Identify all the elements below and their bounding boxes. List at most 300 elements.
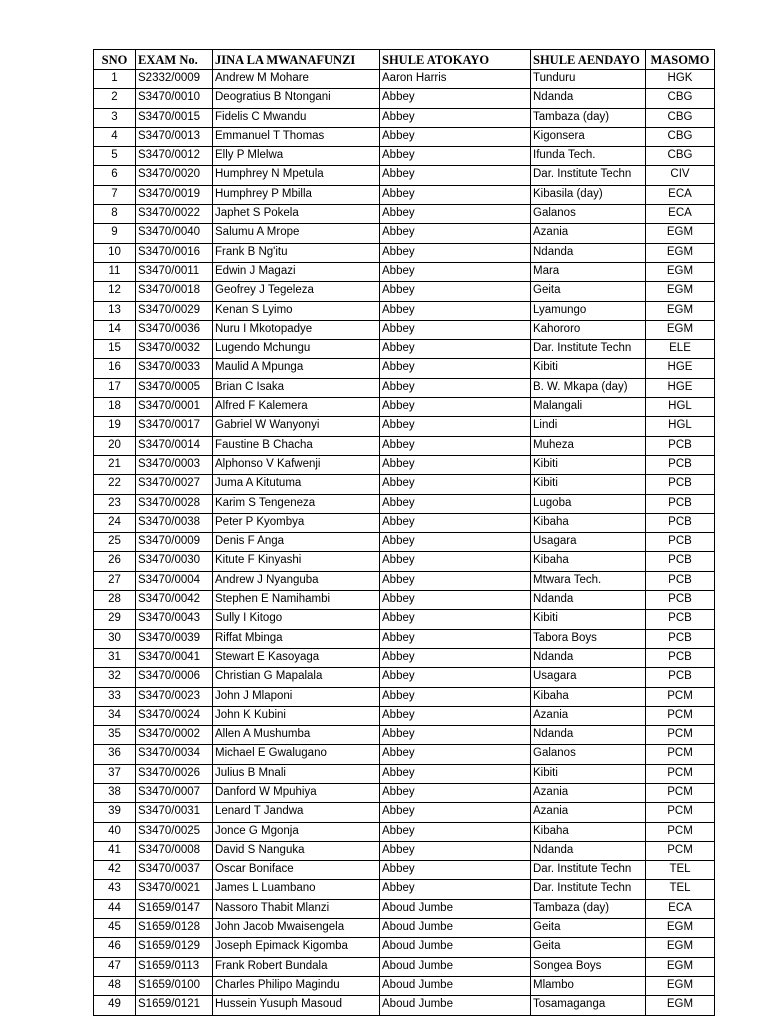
table-row <box>94 726 715 745</box>
cell-sno: 45 <box>94 919 136 938</box>
cell-subjects: PCB <box>646 513 715 532</box>
cell-school-to: Azania <box>531 803 646 822</box>
cell-exam-no: S3470/0013 <box>136 127 213 146</box>
cell-student-name: Sully I Kitogo <box>213 610 380 629</box>
cell-school-from: Abbey <box>380 803 531 822</box>
cell-exam-no: S3470/0015 <box>136 108 213 127</box>
cell-subjects: EGM <box>646 938 715 957</box>
cell-exam-no: S3470/0016 <box>136 243 213 262</box>
cell-student-name: John K Kubini <box>213 706 380 725</box>
table-row <box>94 185 715 204</box>
cell-school-from: Abbey <box>380 513 531 532</box>
cell-school-to: Dar. Institute Techn <box>531 861 646 880</box>
cell-school-to: Ndanda <box>531 591 646 610</box>
cell-sno: 10 <box>94 243 136 262</box>
cell-exam-no: S3470/0006 <box>136 668 213 687</box>
cell-sno: 11 <box>94 262 136 281</box>
table-row <box>94 398 715 417</box>
cell-sno: 35 <box>94 726 136 745</box>
cell-subjects: PCM <box>646 706 715 725</box>
cell-school-from: Abbey <box>380 340 531 359</box>
cell-school-from: Abbey <box>380 301 531 320</box>
cell-subjects: CBG <box>646 147 715 166</box>
cell-school-to: B. W. Mkapa (day) <box>531 378 646 397</box>
cell-school-from: Aboud Jumbe <box>380 957 531 976</box>
cell-school-to: Geita <box>531 282 646 301</box>
cell-sno: 14 <box>94 320 136 339</box>
cell-student-name: Frank Robert Bundala <box>213 957 380 976</box>
table-row <box>94 919 715 938</box>
student-placement-table <box>93 49 715 1016</box>
header-row <box>94 50 715 70</box>
cell-exam-no: S3470/0008 <box>136 841 213 860</box>
table-row <box>94 996 715 1015</box>
cell-subjects: CBG <box>646 127 715 146</box>
cell-sno: 49 <box>94 996 136 1015</box>
cell-sno: 5 <box>94 147 136 166</box>
table-row <box>94 436 715 455</box>
cell-school-to: Kibiti <box>531 455 646 474</box>
cell-exam-no: S3470/0025 <box>136 822 213 841</box>
cell-student-name: Frank B Ng'itu <box>213 243 380 262</box>
cell-sno: 46 <box>94 938 136 957</box>
cell-school-from: Abbey <box>380 629 531 648</box>
cell-student-name: Stewart E Kasoyaga <box>213 648 380 667</box>
header-exam-no: EXAM No. <box>136 50 213 70</box>
cell-student-name: John J Mlaponi <box>213 687 380 706</box>
cell-exam-no: S1659/0100 <box>136 976 213 995</box>
cell-subjects: CIV <box>646 166 715 185</box>
cell-school-to: Lindi <box>531 417 646 436</box>
cell-school-to: Kibiti <box>531 764 646 783</box>
cell-exam-no: S3470/0036 <box>136 320 213 339</box>
cell-school-from: Abbey <box>380 398 531 417</box>
cell-sno: 43 <box>94 880 136 899</box>
table-row <box>94 243 715 262</box>
cell-subjects: PCB <box>646 436 715 455</box>
cell-subjects: PCM <box>646 803 715 822</box>
cell-school-to: Ndanda <box>531 243 646 262</box>
cell-school-to: Kibaha <box>531 822 646 841</box>
cell-student-name: Humphrey P Mbilla <box>213 185 380 204</box>
cell-school-from: Abbey <box>380 783 531 802</box>
cell-school-from: Abbey <box>380 687 531 706</box>
table-row <box>94 803 715 822</box>
cell-school-to: Kibaha <box>531 687 646 706</box>
table-row <box>94 166 715 185</box>
cell-subjects: PCB <box>646 494 715 513</box>
cell-student-name: Andrew J Nyanguba <box>213 571 380 590</box>
cell-exam-no: S3470/0001 <box>136 398 213 417</box>
table-row <box>94 533 715 552</box>
table-row <box>94 571 715 590</box>
cell-student-name: Jonce G Mgonja <box>213 822 380 841</box>
cell-school-from: Aboud Jumbe <box>380 938 531 957</box>
cell-student-name: Elly P Mlelwa <box>213 147 380 166</box>
cell-school-from: Abbey <box>380 282 531 301</box>
cell-subjects: EGM <box>646 320 715 339</box>
cell-sno: 8 <box>94 205 136 224</box>
header-student-name: JINA LA MWANAFUNZI <box>213 50 380 70</box>
cell-school-from: Abbey <box>380 185 531 204</box>
cell-exam-no: S3470/0019 <box>136 185 213 204</box>
cell-school-from: Abbey <box>380 147 531 166</box>
cell-student-name: Christian G Mapalala <box>213 668 380 687</box>
cell-sno: 17 <box>94 378 136 397</box>
cell-student-name: Oscar Boniface <box>213 861 380 880</box>
cell-sno: 21 <box>94 455 136 474</box>
cell-school-to: Muheza <box>531 436 646 455</box>
cell-sno: 36 <box>94 745 136 764</box>
cell-sno: 37 <box>94 764 136 783</box>
table-row <box>94 706 715 725</box>
table-row <box>94 301 715 320</box>
cell-student-name: Gabriel W Wanyonyi <box>213 417 380 436</box>
cell-school-to: Malangali <box>531 398 646 417</box>
cell-school-from: Abbey <box>380 494 531 513</box>
cell-student-name: Hussein Yusuph Masoud <box>213 996 380 1015</box>
cell-school-from: Abbey <box>380 127 531 146</box>
cell-sno: 28 <box>94 591 136 610</box>
cell-student-name: Karim S Tengeneza <box>213 494 380 513</box>
cell-subjects: CBG <box>646 89 715 108</box>
cell-student-name: Faustine B Chacha <box>213 436 380 455</box>
cell-school-from: Aboud Jumbe <box>380 996 531 1015</box>
cell-school-to: Kibasila (day) <box>531 185 646 204</box>
cell-subjects: EGM <box>646 301 715 320</box>
cell-exam-no: S3470/0004 <box>136 571 213 590</box>
cell-sno: 41 <box>94 841 136 860</box>
cell-school-from: Aboud Jumbe <box>380 976 531 995</box>
cell-school-from: Abbey <box>380 880 531 899</box>
cell-subjects: HGL <box>646 417 715 436</box>
cell-subjects: ELE <box>646 340 715 359</box>
table-row <box>94 455 715 474</box>
cell-school-to: Ndanda <box>531 841 646 860</box>
cell-sno: 26 <box>94 552 136 571</box>
cell-school-to: Ndanda <box>531 726 646 745</box>
cell-subjects: PCB <box>646 629 715 648</box>
cell-student-name: Stephen E Namihambi <box>213 591 380 610</box>
table-row <box>94 378 715 397</box>
cell-sno: 22 <box>94 475 136 494</box>
cell-exam-no: S3470/0005 <box>136 378 213 397</box>
cell-school-to: Geita <box>531 919 646 938</box>
table-row <box>94 861 715 880</box>
cell-school-to: Songea Boys <box>531 957 646 976</box>
table-row <box>94 89 715 108</box>
cell-school-from: Aboud Jumbe <box>380 899 531 918</box>
cell-school-to: Kibaha <box>531 552 646 571</box>
cell-sno: 15 <box>94 340 136 359</box>
cell-school-to: Azania <box>531 783 646 802</box>
cell-student-name: Edwin J Magazi <box>213 262 380 281</box>
cell-school-from: Abbey <box>380 610 531 629</box>
cell-student-name: David S Nanguka <box>213 841 380 860</box>
table-row <box>94 745 715 764</box>
cell-sno: 24 <box>94 513 136 532</box>
cell-school-to: Tosamaganga <box>531 996 646 1015</box>
table-row <box>94 224 715 243</box>
table-row <box>94 783 715 802</box>
cell-exam-no: S3470/0014 <box>136 436 213 455</box>
cell-subjects: EGM <box>646 243 715 262</box>
cell-school-from: Abbey <box>380 224 531 243</box>
cell-exam-no: S1659/0113 <box>136 957 213 976</box>
cell-subjects: TEL <box>646 861 715 880</box>
cell-school-from: Abbey <box>380 764 531 783</box>
cell-subjects: PCB <box>646 455 715 474</box>
cell-school-to: Dar. Institute Techn <box>531 340 646 359</box>
cell-subjects: PCB <box>646 591 715 610</box>
cell-school-to: Tambaza (day) <box>531 899 646 918</box>
table-row <box>94 417 715 436</box>
cell-sno: 13 <box>94 301 136 320</box>
cell-exam-no: S3470/0009 <box>136 533 213 552</box>
cell-student-name: Allen A Mushumba <box>213 726 380 745</box>
cell-student-name: Humphrey N Mpetula <box>213 166 380 185</box>
cell-school-from: Abbey <box>380 726 531 745</box>
cell-subjects: EGM <box>646 919 715 938</box>
cell-school-to: Ifunda Tech. <box>531 147 646 166</box>
cell-subjects: PCB <box>646 571 715 590</box>
cell-exam-no: S3470/0030 <box>136 552 213 571</box>
cell-school-from: Abbey <box>380 648 531 667</box>
cell-exam-no: S3470/0042 <box>136 591 213 610</box>
table-row <box>94 957 715 976</box>
table-row <box>94 668 715 687</box>
cell-student-name: Deogratius B Ntongani <box>213 89 380 108</box>
cell-subjects: ECA <box>646 899 715 918</box>
cell-student-name: Kitute F Kinyashi <box>213 552 380 571</box>
cell-exam-no: S3470/0021 <box>136 880 213 899</box>
cell-sno: 38 <box>94 783 136 802</box>
table-row <box>94 610 715 629</box>
cell-school-to: Azania <box>531 706 646 725</box>
table-row <box>94 513 715 532</box>
cell-exam-no: S2332/0009 <box>136 70 213 89</box>
cell-exam-no: S3470/0027 <box>136 475 213 494</box>
table-row <box>94 282 715 301</box>
header-subjects: MASOMO <box>646 50 715 70</box>
cell-school-to: Dar. Institute Techn <box>531 880 646 899</box>
table-row <box>94 127 715 146</box>
table-row <box>94 205 715 224</box>
cell-school-from: Abbey <box>380 706 531 725</box>
cell-exam-no: S3470/0007 <box>136 783 213 802</box>
cell-sno: 32 <box>94 668 136 687</box>
cell-subjects: PCB <box>646 533 715 552</box>
cell-sno: 16 <box>94 359 136 378</box>
table-row <box>94 552 715 571</box>
cell-exam-no: S3470/0011 <box>136 262 213 281</box>
cell-school-to: Usagara <box>531 668 646 687</box>
cell-sno: 23 <box>94 494 136 513</box>
cell-school-to: Kibiti <box>531 610 646 629</box>
cell-subjects: PCB <box>646 668 715 687</box>
table-row <box>94 629 715 648</box>
header-school-to: SHULE AENDAYO <box>531 50 646 70</box>
cell-student-name: Julius B Mnali <box>213 764 380 783</box>
cell-school-from: Abbey <box>380 262 531 281</box>
cell-subjects: EGM <box>646 976 715 995</box>
cell-student-name: Japhet S Pokela <box>213 205 380 224</box>
cell-school-to: Ndanda <box>531 89 646 108</box>
cell-school-from: Abbey <box>380 108 531 127</box>
cell-subjects: ECA <box>646 185 715 204</box>
cell-subjects: PCM <box>646 687 715 706</box>
cell-school-to: Mlambo <box>531 976 646 995</box>
cell-student-name: Emmanuel T Thomas <box>213 127 380 146</box>
cell-exam-no: S3470/0043 <box>136 610 213 629</box>
cell-exam-no: S3470/0034 <box>136 745 213 764</box>
cell-school-to: Geita <box>531 938 646 957</box>
cell-exam-no: S1659/0147 <box>136 899 213 918</box>
cell-sno: 42 <box>94 861 136 880</box>
cell-subjects: PCM <box>646 726 715 745</box>
cell-sno: 47 <box>94 957 136 976</box>
cell-subjects: CBG <box>646 108 715 127</box>
cell-exam-no: S3470/0031 <box>136 803 213 822</box>
table-row <box>94 320 715 339</box>
cell-exam-no: S3470/0024 <box>136 706 213 725</box>
cell-student-name: Lugendo Mchungu <box>213 340 380 359</box>
cell-sno: 20 <box>94 436 136 455</box>
cell-exam-no: S3470/0026 <box>136 764 213 783</box>
cell-school-from: Abbey <box>380 841 531 860</box>
cell-student-name: Denis F Anga <box>213 533 380 552</box>
cell-school-from: Abbey <box>380 417 531 436</box>
cell-exam-no: S3470/0012 <box>136 147 213 166</box>
cell-school-to: Lugoba <box>531 494 646 513</box>
cell-school-to: Azania <box>531 224 646 243</box>
cell-school-from: Abbey <box>380 436 531 455</box>
cell-school-from: Abbey <box>380 533 531 552</box>
cell-school-from: Abbey <box>380 475 531 494</box>
cell-school-from: Abbey <box>380 822 531 841</box>
cell-exam-no: S3470/0018 <box>136 282 213 301</box>
cell-school-to: Kibiti <box>531 475 646 494</box>
cell-exam-no: S3470/0033 <box>136 359 213 378</box>
table-row <box>94 475 715 494</box>
cell-student-name: Danford W Mpuhiya <box>213 783 380 802</box>
cell-school-from: Aaron Harris <box>380 70 531 89</box>
cell-exam-no: S3470/0028 <box>136 494 213 513</box>
cell-subjects: EGM <box>646 957 715 976</box>
cell-sno: 29 <box>94 610 136 629</box>
table-row <box>94 262 715 281</box>
cell-sno: 9 <box>94 224 136 243</box>
table-body <box>94 70 715 1016</box>
cell-sno: 18 <box>94 398 136 417</box>
cell-school-to: Kigonsera <box>531 127 646 146</box>
cell-subjects: PCB <box>646 648 715 667</box>
cell-exam-no: S3470/0029 <box>136 301 213 320</box>
cell-sno: 27 <box>94 571 136 590</box>
cell-school-from: Abbey <box>380 89 531 108</box>
cell-subjects: PCM <box>646 764 715 783</box>
table-row <box>94 494 715 513</box>
cell-exam-no: S1659/0121 <box>136 996 213 1015</box>
table-row <box>94 359 715 378</box>
table-row <box>94 764 715 783</box>
cell-student-name: Nassoro Thabit Mlanzi <box>213 899 380 918</box>
cell-school-from: Abbey <box>380 591 531 610</box>
cell-school-from: Abbey <box>380 166 531 185</box>
cell-subjects: EGM <box>646 996 715 1015</box>
cell-student-name: Maulid A Mpunga <box>213 359 380 378</box>
cell-school-to: Dar. Institute Techn <box>531 166 646 185</box>
cell-school-from: Abbey <box>380 359 531 378</box>
cell-exam-no: S3470/0022 <box>136 205 213 224</box>
table-row <box>94 147 715 166</box>
cell-school-from: Abbey <box>380 668 531 687</box>
cell-student-name: Peter P Kyombya <box>213 513 380 532</box>
cell-school-from: Abbey <box>380 571 531 590</box>
cell-sno: 12 <box>94 282 136 301</box>
cell-school-to: Ndanda <box>531 648 646 667</box>
cell-exam-no: S3470/0038 <box>136 513 213 532</box>
cell-sno: 2 <box>94 89 136 108</box>
cell-sno: 7 <box>94 185 136 204</box>
cell-student-name: Charles Philipo Magindu <box>213 976 380 995</box>
cell-student-name: Brian C Isaka <box>213 378 380 397</box>
cell-sno: 4 <box>94 127 136 146</box>
cell-school-to: Kahororo <box>531 320 646 339</box>
cell-student-name: Alfred F Kalemera <box>213 398 380 417</box>
cell-subjects: TEL <box>646 880 715 899</box>
cell-sno: 3 <box>94 108 136 127</box>
cell-student-name: Nuru I Mkotopadye <box>213 320 380 339</box>
cell-school-from: Abbey <box>380 455 531 474</box>
cell-exam-no: S3470/0041 <box>136 648 213 667</box>
cell-subjects: HGE <box>646 359 715 378</box>
cell-school-to: Tunduru <box>531 70 646 89</box>
cell-exam-no: S3470/0039 <box>136 629 213 648</box>
table-row <box>94 340 715 359</box>
cell-student-name: Michael E Gwalugano <box>213 745 380 764</box>
cell-subjects: EGM <box>646 262 715 281</box>
cell-exam-no: S3470/0023 <box>136 687 213 706</box>
table-row <box>94 108 715 127</box>
cell-subjects: PCB <box>646 610 715 629</box>
cell-exam-no: S3470/0017 <box>136 417 213 436</box>
table-row <box>94 70 715 89</box>
cell-subjects: PCM <box>646 822 715 841</box>
cell-school-to: Usagara <box>531 533 646 552</box>
table-row <box>94 841 715 860</box>
table-row <box>94 899 715 918</box>
table-row <box>94 648 715 667</box>
cell-subjects: HGK <box>646 70 715 89</box>
cell-school-from: Abbey <box>380 552 531 571</box>
cell-subjects: PCB <box>646 552 715 571</box>
cell-subjects: EGM <box>646 224 715 243</box>
cell-exam-no: S3470/0003 <box>136 455 213 474</box>
cell-subjects: ECA <box>646 205 715 224</box>
cell-sno: 39 <box>94 803 136 822</box>
cell-exam-no: S3470/0020 <box>136 166 213 185</box>
cell-sno: 44 <box>94 899 136 918</box>
cell-sno: 25 <box>94 533 136 552</box>
cell-school-to: Tambaza (day) <box>531 108 646 127</box>
cell-school-from: Abbey <box>380 205 531 224</box>
cell-subjects: HGL <box>646 398 715 417</box>
header-school-from: SHULE ATOKAYO <box>380 50 531 70</box>
cell-school-from: Aboud Jumbe <box>380 919 531 938</box>
cell-sno: 6 <box>94 166 136 185</box>
cell-student-name: Juma A Kitutuma <box>213 475 380 494</box>
